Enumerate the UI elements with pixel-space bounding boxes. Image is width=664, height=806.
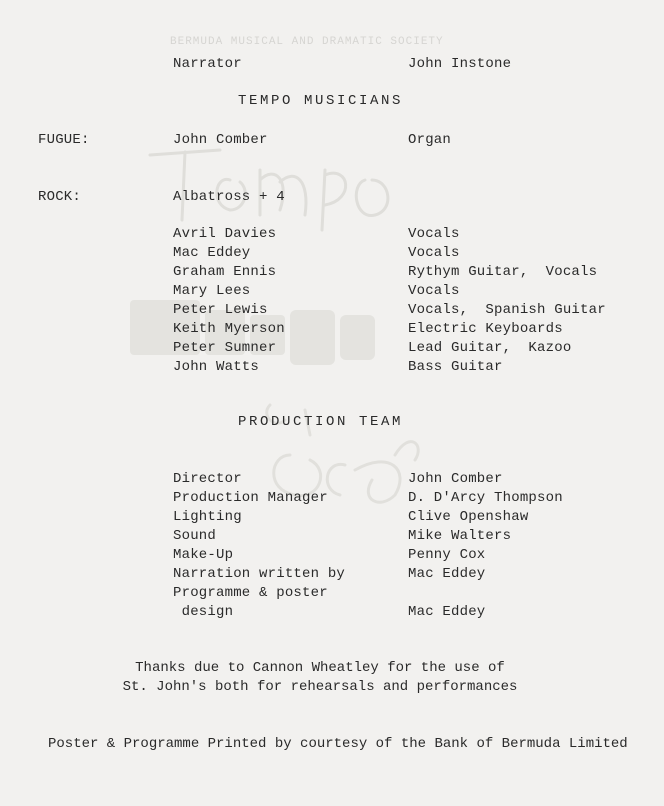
member-role: Rythym Guitar, Vocals: [408, 264, 598, 280]
member-roles: [408, 225, 606, 377]
member-role: Vocals, Spanish Guitar: [408, 302, 606, 318]
production-role: design: [173, 604, 234, 620]
production-person: John Comber: [408, 471, 503, 487]
tempo-musicians-heading: TEMPO MUSICIANS: [238, 93, 404, 109]
member-name: Mary Lees: [173, 283, 251, 299]
thanks-line-1: Thanks due to Cannon Wheatley for the use of: [135, 660, 505, 676]
production-person: Mac Eddey: [408, 604, 486, 620]
member-name: John Watts: [173, 359, 260, 375]
production-role: Sound: [173, 528, 217, 544]
member-role: Electric Keyboards: [408, 321, 563, 337]
member-name: Graham Ennis: [173, 264, 277, 280]
production-person: Clive Openshaw: [408, 509, 529, 525]
production-role: Narration written by: [173, 566, 346, 582]
production-person: [408, 584, 563, 603]
production-person: Penny Cox: [408, 547, 486, 563]
production-person: D. D'Arcy Thompson: [408, 490, 563, 506]
production-person: Mike Walters: [408, 528, 512, 544]
production-names: [408, 470, 563, 622]
fugue-musician: John Comber: [173, 132, 268, 148]
production-role: Production Manager: [173, 490, 328, 506]
member-name: Keith Myerson: [173, 321, 285, 337]
fugue-instrument: Organ: [408, 132, 452, 148]
narrator-name: John Instone: [408, 56, 512, 72]
production-team-heading: PRODUCTION TEAM: [238, 414, 404, 430]
show-through-header: BERMUDA MUSICAL AND DRAMATIC SOCIETY: [170, 36, 444, 48]
production-person: Mac Eddey: [408, 566, 486, 582]
member-name: Peter Lewis: [173, 302, 268, 318]
production-role: Director: [173, 471, 242, 487]
rock-label: ROCK:: [38, 189, 82, 205]
rock-band: Albatross + 4: [173, 189, 285, 205]
member-role: Bass Guitar: [408, 359, 503, 375]
production-roles: [173, 470, 345, 622]
thanks-line-2: St. John's both for rehearsals and performances: [122, 679, 518, 695]
member-names: [173, 225, 285, 377]
member-role: Vocals: [408, 226, 460, 242]
fugue-label: FUGUE:: [38, 132, 90, 148]
member-role: Vocals: [408, 283, 460, 299]
member-name: Peter Sumner: [173, 340, 277, 356]
production-role: Make-Up: [173, 547, 234, 563]
member-name: Avril Davies: [173, 226, 277, 242]
production-role: Lighting: [173, 509, 242, 525]
member-name: Mac Eddey: [173, 245, 251, 261]
member-role: Vocals: [408, 245, 460, 261]
printer-credit: Poster & Programme Printed by courtesy of the Bank of Bermuda Limited: [48, 736, 628, 752]
narrator-label: Narrator: [173, 56, 242, 72]
member-role: Lead Guitar, Kazoo: [408, 340, 572, 356]
production-role: Programme & poster: [173, 585, 328, 601]
